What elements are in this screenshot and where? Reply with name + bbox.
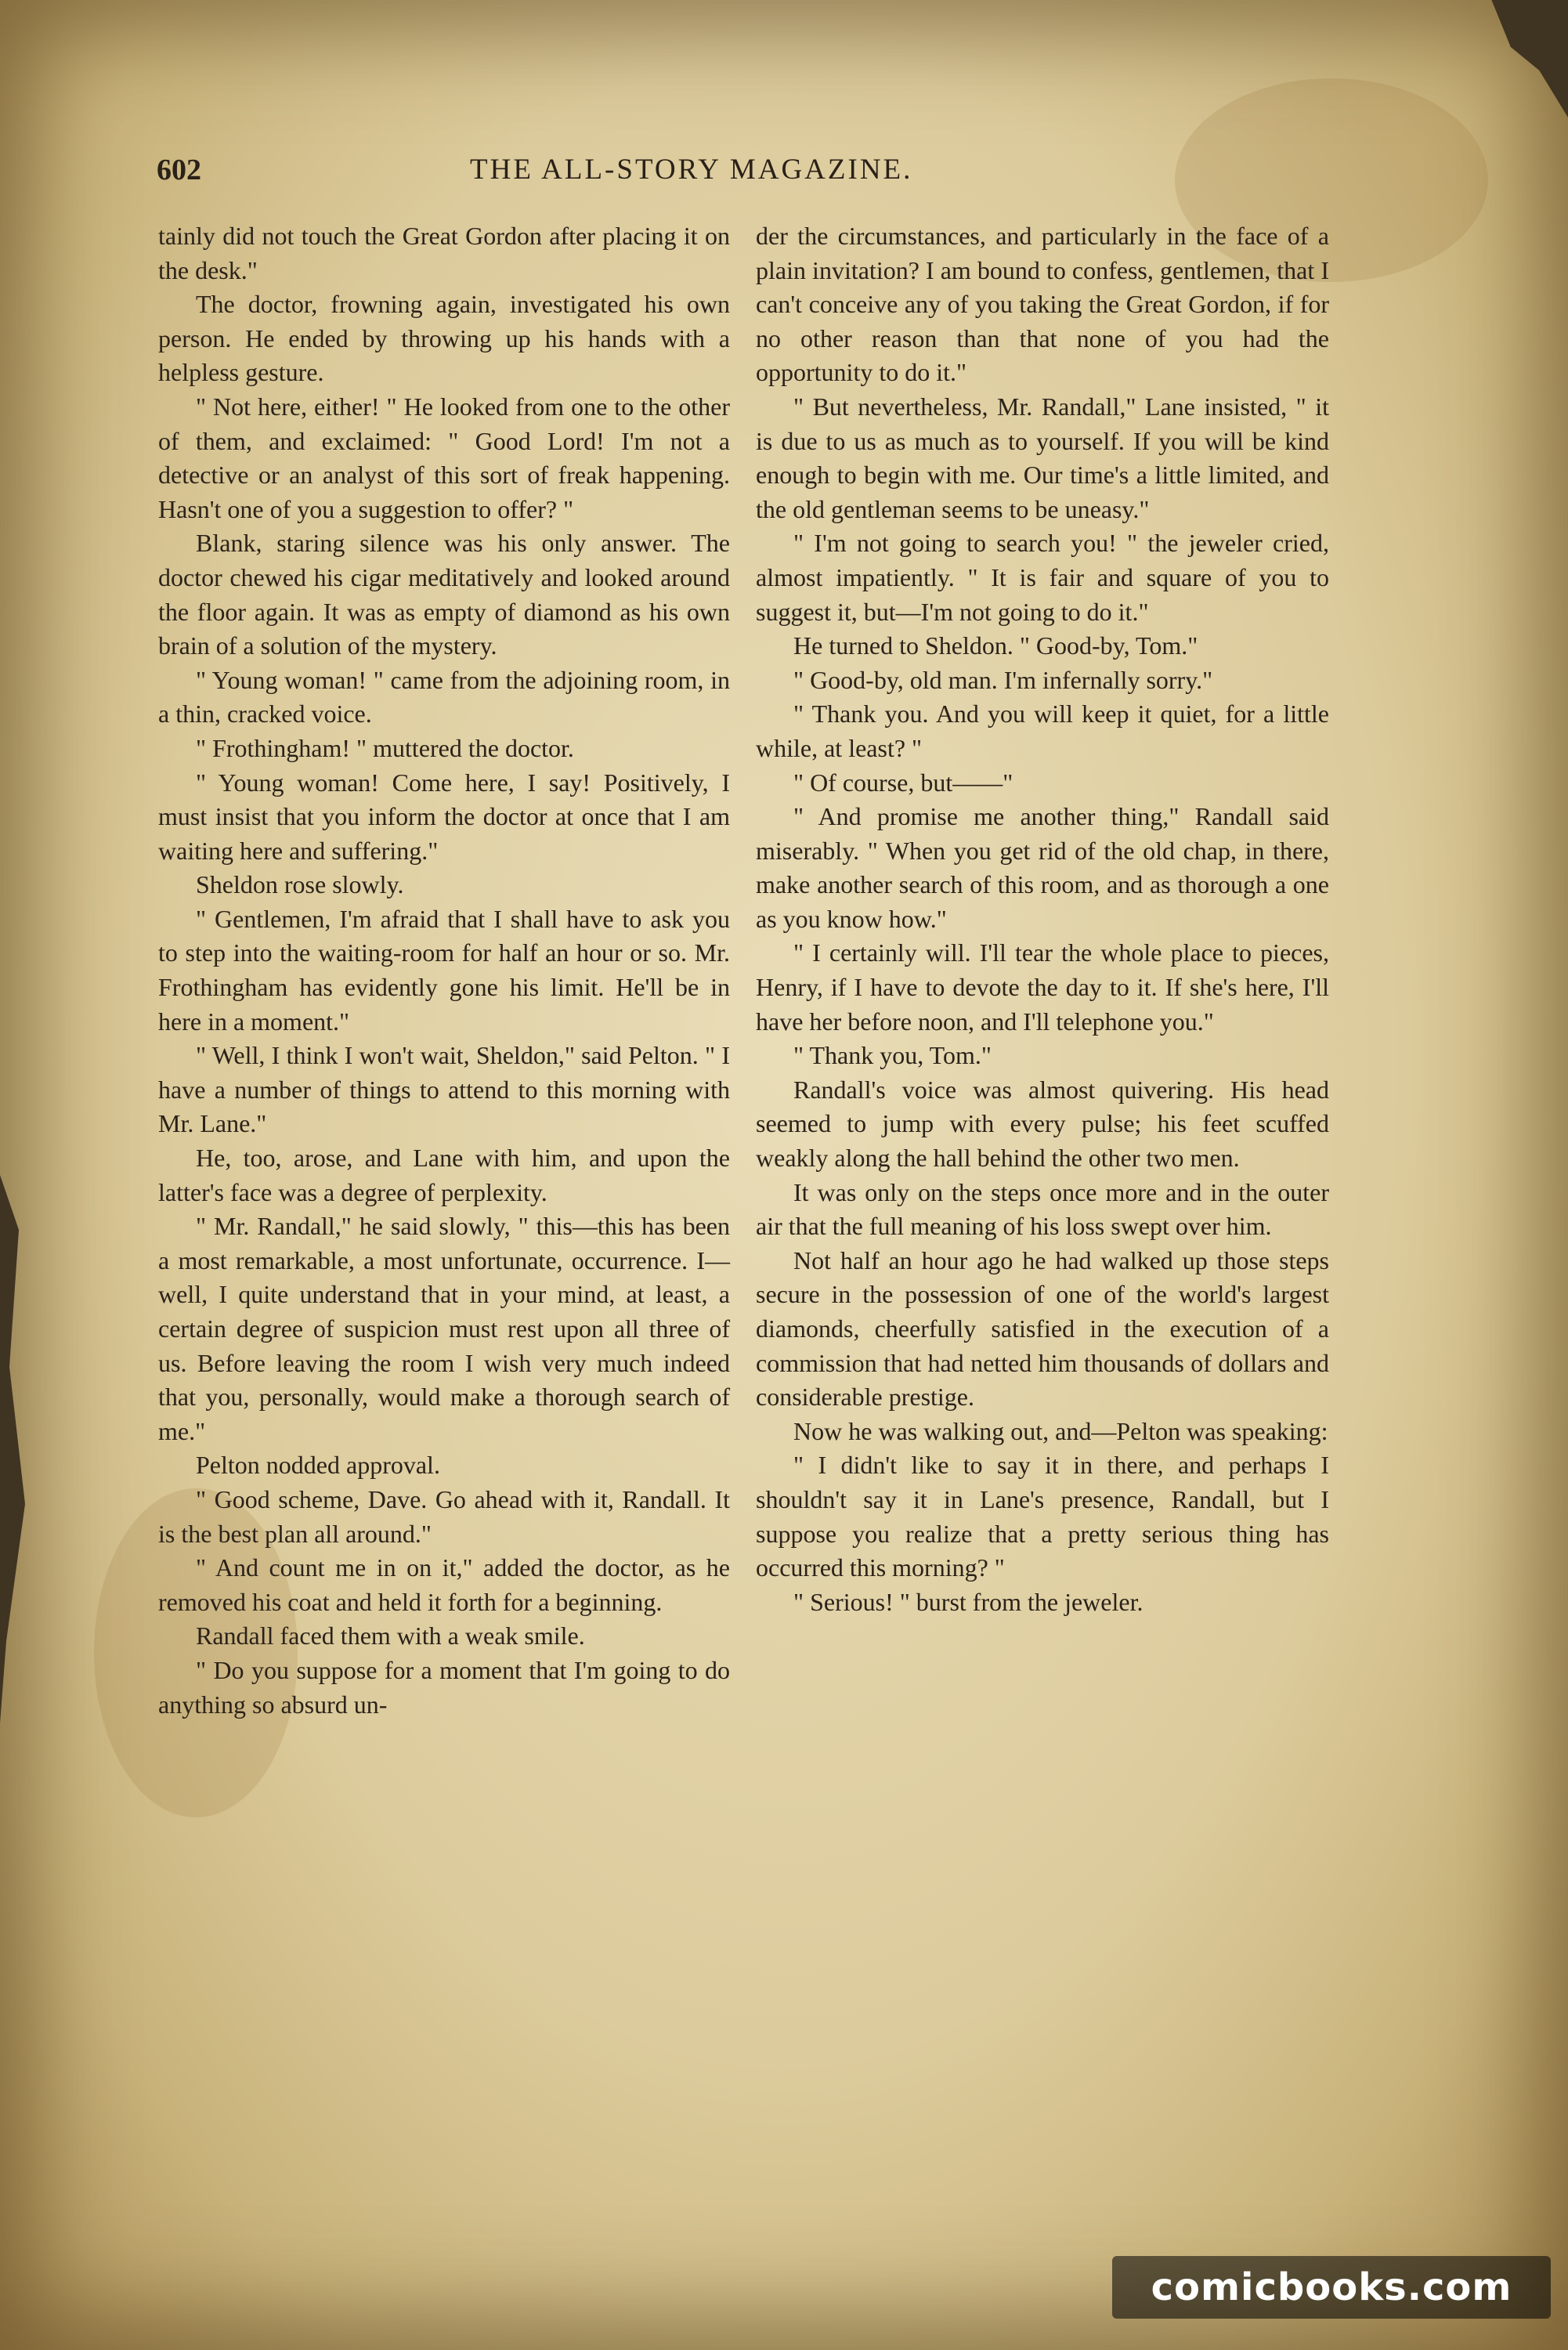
paragraph: " Mr. Randall," he said slowly, " this—this has been a most remarkable, a most unfortunate, occurrence. I—well, I quite understand that in your mind, at least, a certain degree of suspicion must rest upon all three of us. Before leaving the room I wish very much indeed that you, personally, would make a thorough search of me.": [158, 1212, 730, 1445]
paragraph: " Thank you. And you will keep it quiet, for a little while, at least? ": [756, 700, 1329, 762]
watermark-badge: [1112, 2256, 1551, 2319]
paragraph: He turned to Sheldon. " Good-by, Tom.": [793, 631, 1198, 660]
paragraph: It was only on the steps once more and in the outer air that the full meaning of his loss swept over him.: [756, 1177, 1329, 1241]
paragraph: He, too, arose, and Lane with him, and upon the latter's face was a degree of perplexity.: [158, 1144, 730, 1206]
paragraph: " Young woman! " came from the adjoining room, in a thin, cracked voice.: [158, 665, 730, 728]
paragraph: " Serious! " burst from the jeweler.: [793, 1587, 1143, 1616]
paragraph: " Of course, but——": [793, 768, 1013, 797]
paragraph: Sheldon rose slowly.: [196, 870, 404, 899]
paragraph: " Good-by, old man. I'm infernally sorry.": [793, 665, 1213, 694]
paragraph: Not half an hour ago he had walked up those steps secure in the possession of one of the world's largest diamonds, cheerfully satisfied in the execution of a commission that had netted him thousands of dollars and considerable prestige.: [756, 1246, 1329, 1412]
paragraph: " I certainly will. I'll tear the whole place to pieces, Henry, if I have to devote the day to it. If she's here, I'll have her before noon, and I'll telephone you.": [756, 938, 1329, 1036]
paragraph: Now he was walking out, and—Pelton was speaking:: [793, 1416, 1328, 1445]
paragraph: " Good scheme, Dave. Go ahead with it, Randall. It is the best plan all around.": [158, 1484, 730, 1548]
paragraph: " Young woman! Come here, I say! Positively, I must insist that you inform the doctor at once that I am waiting here and suffering.": [158, 768, 730, 865]
running-head: THE ALL-STORY MAGAZINE.: [470, 154, 913, 186]
paragraph: " I'm not going to search you! " the jeweler cried, almost impatiently. " It is fair and square of you to suggest it, but—I'm not going to do it.": [756, 529, 1329, 626]
torn-corner: [1472, 0, 1568, 118]
paragraph: Randall faced them with a weak smile.: [196, 1622, 585, 1650]
watermark-text: comicbooks.com: [1151, 2265, 1512, 2309]
page-header: [157, 153, 1339, 200]
paragraph: Blank, staring silence was his only answer. The doctor chewed his cigar meditatively and looked around the floor again. It was as empty of diamond as his own brain of a solution of the mystery.: [158, 529, 730, 660]
paragraph: " But nevertheless, Mr. Randall," Lane insisted, " it is due to us as much as to yourself. If you will be kind enough to begin with me. Our time's a little limited, and the old gentleman seems to be uneasy.": [756, 392, 1329, 523]
paragraph: " Well, I think I won't wait, Sheldon," said Pelton. " I have a number of things to attend to this morning with Mr. Lane.": [158, 1041, 730, 1138]
paragraph: Randall's voice was almost quivering. His head seemed to jump with every pulse; his feet scuffed weakly along the hall behind the other two men.: [756, 1075, 1329, 1173]
paragraph: " Frothingham! " muttered the doctor.: [196, 733, 574, 762]
paragraph: The doctor, frowning again, investigated his own person. He ended by throwing up his hands with a helpless gesture.: [158, 290, 730, 387]
page-number: 602: [157, 154, 201, 186]
paragraph: der the circumstances, and particularly in the face of a plain invitation? I am bound to confess, gentlemen, that I can't conceive any of you taking the Great Gordon, if for no other reason than that none of you had the opportunity to do it.": [756, 222, 1329, 387]
paragraph: " Thank you, Tom.": [793, 1041, 992, 1070]
paragraph: Pelton nodded approval.: [196, 1451, 440, 1480]
left-column: [158, 219, 730, 1722]
paragraph: " Do you suppose for a moment that I'm going to do anything so absurd un-: [158, 1655, 730, 1719]
right-column: [756, 219, 1329, 1619]
paragraph: " And count me in on it," added the doctor, as he removed his coat and held it forth for a beginning.: [158, 1553, 730, 1616]
paragraph: " Not here, either! " He looked from one to the other of them, and exclaimed: " Good Lord! I'm not a detective or an analyst of this sort of freak happening. Hasn't one of you a suggestion to offer? ": [158, 392, 730, 523]
torn-edge: [0, 1175, 31, 1723]
paragraph: " Gentlemen, I'm afraid that I shall have to ask you to step into the waiting-room for half an hour or so. Mr. Frothingham has evidently gone his limit. He'll be in here in a moment.": [158, 904, 730, 1036]
paragraph: " I didn't like to say it in there, and perhaps I shouldn't say it in Lane's presence, Randall, but I suppose you realize that a pretty serious thing has occurred this morning? ": [756, 1451, 1329, 1582]
paragraph: tainly did not touch the Great Gordon after placing it on the desk.": [158, 222, 730, 284]
paragraph: " And promise me another thing," Randall said miserably. " When you get rid of the old chap, in there, make another search of this room, and as thorough a one as you know how.": [756, 802, 1329, 933]
